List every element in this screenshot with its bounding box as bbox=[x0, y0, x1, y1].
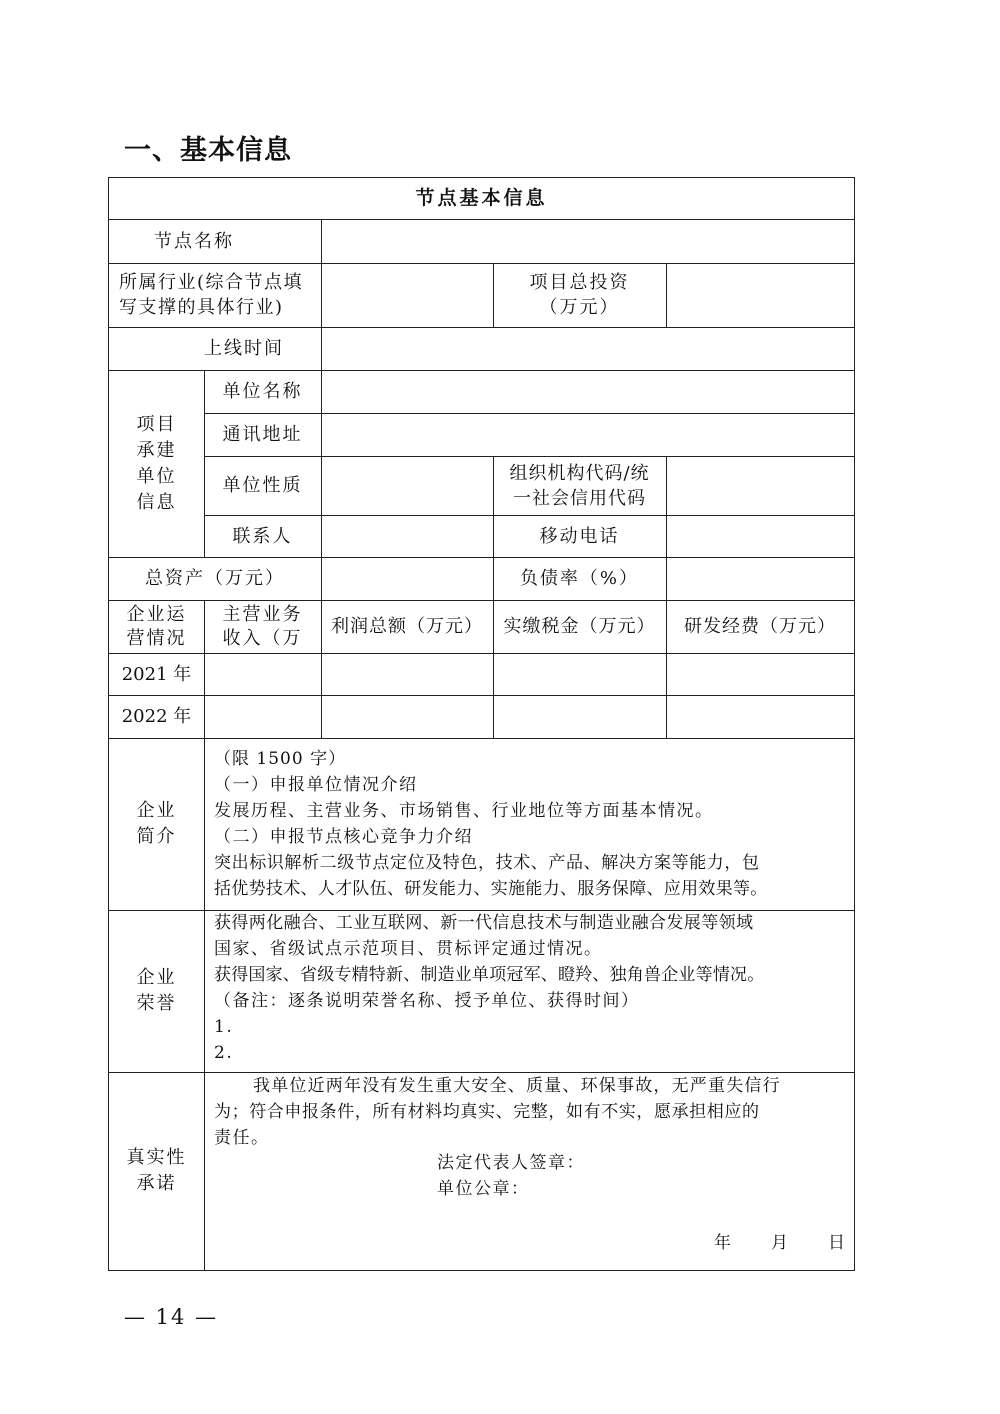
seal-label: 单位公章： bbox=[437, 1179, 530, 1199]
label-org-code bbox=[493, 456, 666, 515]
label-investment-line2: （万元） bbox=[539, 297, 620, 318]
label-pledge bbox=[109, 1072, 204, 1270]
pledge-line: 责任。 bbox=[214, 1128, 270, 1148]
industry-field[interactable] bbox=[321, 263, 493, 327]
pledge-label-line1: 真实性 bbox=[126, 1147, 187, 1168]
intro-label-line1: 企业 bbox=[136, 800, 177, 821]
label-org-code-line2: 一社会信用代码 bbox=[513, 487, 646, 509]
profit-2022-field[interactable] bbox=[321, 695, 493, 738]
rnd-2021-field[interactable] bbox=[666, 653, 854, 695]
intro-line: 突出标识解析二级节点定位及特色，技术、产品、解决方案等能力，包 bbox=[214, 853, 760, 873]
intro-line: （限 1500 字） bbox=[214, 749, 347, 769]
honors-line: 1. bbox=[214, 1017, 234, 1037]
label-industry-line1: 所属行业(综合节点填 bbox=[119, 272, 304, 293]
address-field[interactable] bbox=[321, 413, 854, 456]
pledge-line: 为；符合申报条件，所有材料均真实、完整，如有不实，愿承担相应的 bbox=[214, 1102, 760, 1122]
pledge-date: 年 月 日 bbox=[714, 1233, 847, 1253]
pledge-label-line2: 承诺 bbox=[136, 1173, 177, 1194]
operations-line2: 营情况 bbox=[126, 627, 187, 649]
label-investment-line1: 项目总投资 bbox=[529, 272, 630, 293]
label-intro bbox=[109, 738, 204, 910]
honors-line: 获得国家、省级专精特新、制造业单项冠军、瞪羚、独角兽企业等情况。 bbox=[214, 965, 765, 985]
org-group-line3: 单位 bbox=[136, 465, 177, 487]
operations-line1: 企业运 bbox=[126, 603, 187, 625]
label-unit-name: 单位名称 bbox=[222, 381, 303, 402]
node-name-field[interactable] bbox=[321, 219, 854, 263]
intro-line: （一）申报单位情况介绍 bbox=[214, 775, 418, 795]
intro-line: 发展历程、主营业务、市场销售、行业地位等方面基本情况。 bbox=[214, 801, 714, 821]
online-time-field[interactable] bbox=[321, 327, 854, 370]
label-node-name: 节点名称 bbox=[154, 230, 234, 252]
label-investment bbox=[493, 263, 666, 327]
label-total-assets: 总资产（万元） bbox=[145, 568, 285, 589]
label-contact: 联系人 bbox=[232, 525, 293, 547]
year-2021: 2021 年 bbox=[121, 663, 192, 685]
honors-line: 国家、省级试点示范项目、贯标评定通过情况。 bbox=[214, 939, 603, 959]
org-group-line4: 信息 bbox=[136, 491, 177, 513]
investment-field[interactable] bbox=[666, 263, 854, 327]
label-honors bbox=[109, 910, 204, 1072]
org-code-field[interactable] bbox=[666, 456, 854, 515]
col-revenue bbox=[204, 600, 321, 653]
pledge-signature-block bbox=[437, 1150, 585, 1202]
intro-line: （二）申报节点核心竞争力介绍 bbox=[214, 827, 473, 847]
tax-2021-field[interactable] bbox=[493, 653, 666, 695]
year-2022: 2022 年 bbox=[121, 706, 192, 727]
rnd-2022-field[interactable] bbox=[666, 695, 854, 738]
honors-line: 获得两化融合、工业互联网、新一代信息技术与制造业融合发展等领域 bbox=[214, 913, 754, 933]
debt-ratio-field[interactable] bbox=[666, 557, 854, 600]
col-revenue-line2: 收入（万 bbox=[222, 627, 303, 649]
label-operations bbox=[109, 600, 204, 653]
honors-label-line2: 荣誉 bbox=[136, 993, 177, 1014]
org-group-line1: 项目 bbox=[136, 413, 177, 435]
honors-line: （备注：逐条说明荣誉名称、授予单位、获得时间） bbox=[214, 991, 640, 1011]
profit-2021-field[interactable] bbox=[321, 653, 493, 695]
label-industry bbox=[109, 263, 321, 327]
label-address: 通讯地址 bbox=[222, 424, 303, 445]
total-assets-field[interactable] bbox=[321, 557, 493, 600]
honors-line: 2. bbox=[214, 1043, 234, 1063]
label-online-time: 上线时间 bbox=[204, 338, 284, 359]
unit-name-field[interactable] bbox=[321, 370, 854, 413]
revenue-2021-field[interactable] bbox=[204, 653, 321, 695]
col-rnd: 研发经费（万元） bbox=[684, 616, 836, 637]
pledge-line: 我单位近两年没有发生重大安全、质量、环保事故，无严重失信行 bbox=[253, 1076, 781, 1096]
mobile-field[interactable] bbox=[666, 515, 854, 557]
col-profit: 利润总额（万元） bbox=[331, 616, 483, 637]
node-info-form bbox=[108, 177, 855, 1271]
page-number: — 14 — bbox=[124, 1305, 219, 1329]
intro-content[interactable] bbox=[214, 746, 850, 902]
org-group-line2: 承建 bbox=[136, 439, 177, 461]
label-org-group bbox=[109, 370, 204, 557]
tax-2022-field[interactable] bbox=[493, 695, 666, 738]
contact-field[interactable] bbox=[321, 515, 493, 557]
col-tax: 实缴税金（万元） bbox=[503, 616, 656, 637]
label-mobile: 移动电话 bbox=[539, 525, 620, 547]
label-org-code-line1: 组织机构代码/统 bbox=[509, 462, 650, 484]
label-debt-ratio: 负债率（%） bbox=[519, 568, 640, 589]
label-industry-line2: 写支撑的具体行业) bbox=[119, 297, 284, 318]
label-unit-nature: 单位性质 bbox=[222, 475, 303, 496]
pledge-text bbox=[214, 1073, 850, 1151]
revenue-2022-field[interactable] bbox=[204, 695, 321, 738]
signature-label: 法定代表人签章： bbox=[437, 1153, 585, 1173]
intro-label-line2: 简介 bbox=[136, 826, 177, 847]
col-revenue-line1: 主营业务 bbox=[222, 603, 303, 625]
honors-label-line1: 企业 bbox=[136, 967, 177, 988]
section-title: 一、基本信息 bbox=[124, 135, 292, 166]
honors-content[interactable] bbox=[214, 910, 850, 1066]
intro-line: 括优势技术、人才队伍、研发能力、实施能力、服务保障、应用效果等。 bbox=[214, 879, 768, 899]
unit-nature-field[interactable] bbox=[321, 456, 493, 515]
table-title: 节点基本信息 bbox=[415, 187, 548, 209]
